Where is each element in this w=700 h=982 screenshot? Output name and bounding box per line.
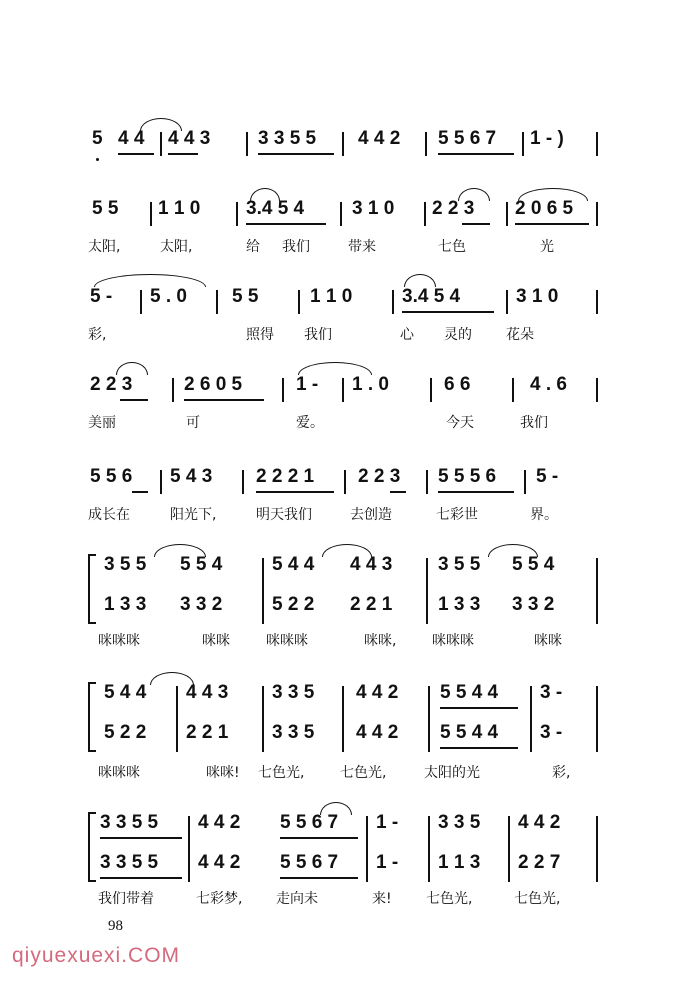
note-group: 5 5 4: [180, 554, 223, 575]
barline: [424, 202, 426, 226]
lyric: 七彩梦,: [196, 891, 243, 907]
barline: [426, 558, 428, 624]
lyrics-row: [0, 324, 700, 348]
lyric: 七色光,: [258, 765, 305, 781]
barline: [596, 816, 598, 882]
note-group: 3 3 5: [272, 682, 315, 703]
note-group: 5 -: [90, 286, 113, 307]
barline: [430, 378, 432, 402]
barline: [242, 470, 244, 494]
lyrics-row: [0, 762, 700, 786]
lyric: 咪咪: [202, 633, 230, 649]
barline: [426, 470, 428, 494]
barline: [596, 558, 598, 624]
note-group: 4 4 2: [356, 722, 399, 743]
lower-notes-row: [0, 722, 700, 756]
underline: [440, 707, 518, 709]
underline: [438, 491, 514, 493]
barline: [524, 470, 526, 494]
note-group: 1 - ): [530, 128, 564, 149]
underline: [438, 153, 514, 155]
barline: [342, 686, 344, 752]
underline: [100, 837, 182, 839]
barline: [298, 290, 300, 314]
note-group: 3 3 2: [512, 594, 555, 615]
barline: [506, 202, 508, 226]
lyric: 我们: [282, 239, 310, 255]
lyric: 七色光,: [340, 765, 387, 781]
slur: [518, 188, 588, 201]
slur: [154, 544, 206, 557]
barline: [596, 290, 598, 314]
lyric: 我们: [520, 415, 548, 431]
note-group: 5 5 5 6: [438, 466, 497, 487]
barline: [425, 132, 427, 156]
note-group: 3 -: [540, 682, 563, 703]
note-group: 5 4 4: [104, 682, 147, 703]
note-group: 5 5 6 7: [438, 128, 497, 149]
upper-notes-row: [0, 554, 700, 588]
note-group: 3 3 2: [180, 594, 223, 615]
underline: [100, 877, 182, 879]
note-group: 4 4 3: [168, 128, 211, 149]
note-group: 5 . 0: [150, 286, 187, 307]
note-group: 5: [92, 128, 103, 149]
note-group: 3 3 5 5: [258, 128, 317, 149]
lyric: 七色光,: [514, 891, 561, 907]
note-group: 2 0 6 5: [515, 198, 574, 219]
note-group: 5 2 2: [272, 594, 315, 615]
lyric: 成长在: [88, 507, 130, 523]
lyric: 七色: [438, 239, 466, 255]
barline: [176, 686, 178, 752]
barline: [392, 290, 394, 314]
slur: [404, 274, 436, 287]
lyric: 太阳,: [88, 239, 121, 255]
slur: [320, 802, 352, 815]
lyric: 今天: [446, 415, 474, 431]
note-group: 5 5 4 4: [440, 722, 499, 743]
note-group: 3 1 0: [352, 198, 395, 219]
lyric: 咪咪!: [206, 765, 240, 781]
lyric: 咪咪咪: [266, 633, 308, 649]
lyric: 界。: [530, 507, 558, 523]
barline: [428, 816, 430, 882]
note-group: 1 1 3: [438, 852, 481, 873]
underline: [402, 311, 494, 313]
barline: [160, 470, 162, 494]
slur: [250, 188, 280, 201]
barline: [508, 816, 510, 882]
octave-dot: [96, 158, 99, 161]
watermark[interactable]: qiyuexuexi.COM: [12, 944, 181, 967]
slur: [298, 362, 372, 375]
note-group: 5 5 6: [90, 466, 133, 487]
lyrics-row: [0, 630, 700, 654]
barline: [282, 378, 284, 402]
notes-row: [0, 198, 700, 232]
note-group: 3 3 5: [272, 722, 315, 743]
underline: [515, 223, 589, 225]
note-group: 5 5: [92, 198, 119, 219]
barline: [340, 202, 342, 226]
note-group: 3 5 5: [438, 554, 481, 575]
note-group: 1 3 3: [438, 594, 481, 615]
barline: [262, 686, 264, 752]
note-group: 5 5 6 7: [280, 812, 339, 833]
underline: [390, 491, 406, 493]
lyric: 给: [246, 239, 260, 255]
lyric: 可: [186, 415, 200, 431]
lyrics-row: [0, 504, 700, 528]
barline: [262, 558, 264, 624]
barline: [216, 290, 218, 314]
barline: [428, 686, 430, 752]
lyric: 阳光下,: [170, 507, 217, 523]
lyrics-row: [0, 888, 700, 912]
note-group: 3.4 5 4: [402, 286, 461, 307]
note-group: 4 4 2: [198, 812, 241, 833]
note-group: 3 3 5 5: [100, 812, 159, 833]
barline: [342, 132, 344, 156]
note-group: 5 5 4: [512, 554, 555, 575]
note-group: 3 -: [540, 722, 563, 743]
note-group: 1 -: [376, 812, 399, 833]
note-group: 2 2 1: [350, 594, 393, 615]
note-group: 4 4 2: [356, 682, 399, 703]
note-group: 4 4: [118, 128, 145, 149]
underline: [256, 491, 334, 493]
slur: [116, 362, 148, 375]
page-number: 98: [108, 918, 123, 934]
notes-row: [0, 466, 700, 500]
barline: [596, 132, 598, 156]
barline: [506, 290, 508, 314]
underline: [120, 399, 148, 401]
lyric: 花朵: [506, 327, 534, 343]
lower-notes-row: [0, 594, 700, 628]
lyrics-row: [0, 236, 700, 260]
note-group: 5 4 4: [272, 554, 315, 575]
upper-notes-row: [0, 812, 700, 846]
lyric: 我们带着: [98, 891, 154, 907]
slur: [150, 672, 194, 685]
underline: [118, 153, 154, 155]
lyric: 咪咪咪: [98, 633, 140, 649]
note-group: 2 2 3: [90, 374, 133, 395]
lyric: 去创造: [350, 507, 392, 523]
note-group: 1 3 3: [104, 594, 147, 615]
barline: [596, 686, 598, 752]
lyric: 七色光,: [426, 891, 473, 907]
notes-row: [0, 128, 700, 162]
lyric: 咪咪: [534, 633, 562, 649]
note-group: 5 4 3: [170, 466, 213, 487]
slur: [458, 188, 490, 201]
lyric: 美丽: [88, 415, 116, 431]
lyric: 照得: [246, 327, 274, 343]
barline: [246, 132, 248, 156]
barline: [344, 470, 346, 494]
note-group: 4 . 6: [530, 374, 567, 395]
barline: [172, 378, 174, 402]
barline: [596, 202, 598, 226]
barline: [236, 202, 238, 226]
lyric: 爱。: [296, 415, 324, 431]
lyric: 带来: [348, 239, 376, 255]
note-group: 4 4 2: [198, 852, 241, 873]
underline: [246, 223, 326, 225]
note-group: 2 6 0 5: [184, 374, 243, 395]
note-group: 4 4 3: [186, 682, 229, 703]
lyric: 咪咪咪: [98, 765, 140, 781]
slur: [94, 274, 206, 287]
barline: [512, 378, 514, 402]
lyric: 光: [540, 239, 554, 255]
note-group: 5 5: [232, 286, 259, 307]
lyric: 彩,: [552, 765, 571, 781]
lyric: 彩,: [88, 327, 107, 343]
lyric: 明天我们: [256, 507, 312, 523]
slur: [322, 544, 372, 557]
note-group: 4 4 3: [350, 554, 393, 575]
barline: [188, 816, 190, 882]
note-group: 2 2 7: [518, 852, 561, 873]
barline: [596, 378, 598, 402]
lyric: 咪咪,: [364, 633, 397, 649]
barline: [522, 132, 524, 156]
lyric: 来!: [372, 891, 392, 907]
note-group: 3 5 5: [104, 554, 147, 575]
note-group: 2 2 3: [432, 198, 475, 219]
note-group: 1 1 0: [310, 286, 353, 307]
barline: [150, 202, 152, 226]
note-group: 3 3 5 5: [100, 852, 159, 873]
underline: [440, 747, 518, 749]
note-group: 2 2 1: [186, 722, 229, 743]
underline: [132, 491, 148, 493]
note-group: 3 1 0: [516, 286, 559, 307]
lyric: 心: [400, 327, 414, 343]
note-group: 2 2 3: [358, 466, 401, 487]
note-group: 5 5 4 4: [440, 682, 499, 703]
note-group: 1 -: [376, 852, 399, 873]
notes-row: [0, 286, 700, 320]
slur: [140, 118, 182, 131]
barline: [140, 290, 142, 314]
note-group: 5 5 6 7: [280, 852, 339, 873]
underline: [258, 153, 334, 155]
lyrics-row: [0, 412, 700, 436]
note-group: 4 4 2: [518, 812, 561, 833]
note-group: 5 -: [536, 466, 559, 487]
underline: [280, 837, 358, 839]
note-group: 1 -: [296, 374, 319, 395]
note-group: 3.4 5 4: [246, 198, 305, 219]
lyric: 太阳的光: [424, 765, 480, 781]
note-group: 4 4 2: [358, 128, 401, 149]
underline: [462, 223, 490, 225]
lyric: 我们: [304, 327, 332, 343]
note-group: 3 3 5: [438, 812, 481, 833]
lyric: 咪咪咪: [432, 633, 474, 649]
lower-notes-row: [0, 852, 700, 886]
underline: [168, 153, 198, 155]
upper-notes-row: [0, 682, 700, 716]
note-group: 2 2 2 1: [256, 466, 315, 487]
barline: [160, 132, 162, 156]
lyric: 灵的: [444, 327, 472, 343]
barline: [342, 378, 344, 402]
note-group: 5 2 2: [104, 722, 147, 743]
lyric: 七彩世: [436, 507, 478, 523]
slur: [488, 544, 538, 557]
underline: [184, 399, 264, 401]
barline: [530, 686, 532, 752]
notes-row: [0, 374, 700, 408]
lyric: 太阳,: [160, 239, 193, 255]
note-group: 1 . 0: [352, 374, 389, 395]
underline: [280, 877, 358, 879]
lyric: 走向未: [276, 891, 318, 907]
note-group: 1 1 0: [158, 198, 201, 219]
note-group: 6 6: [444, 374, 471, 395]
barline: [366, 816, 368, 882]
